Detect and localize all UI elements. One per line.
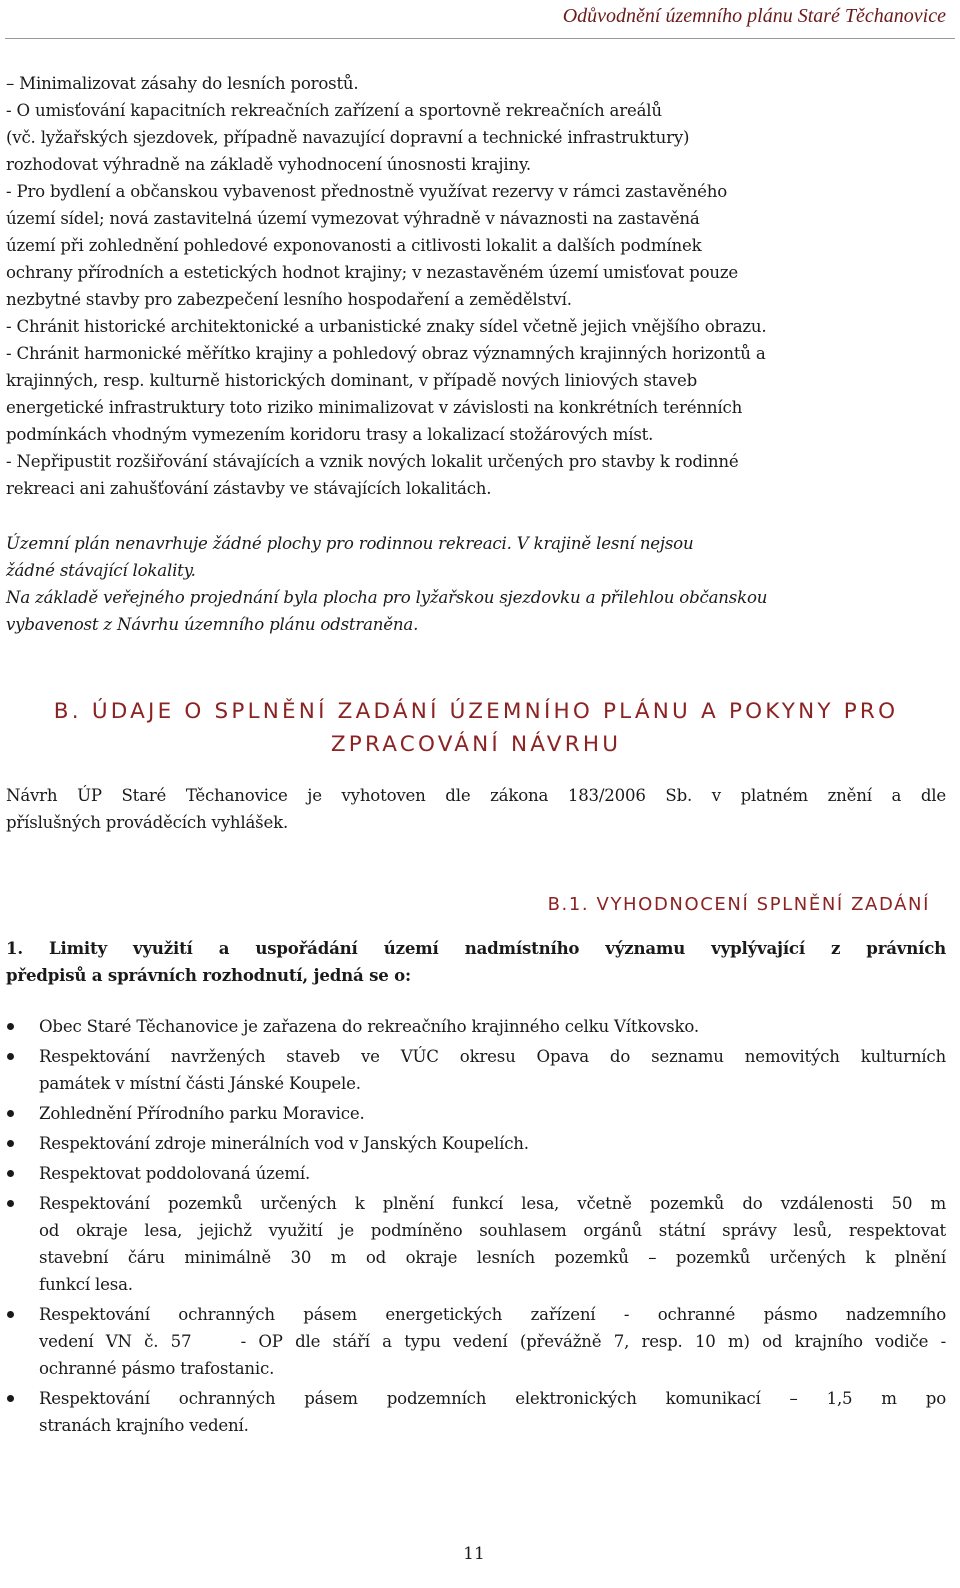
text-line: (vč. lyžařských sjezdovek, případně navazující dopravní a technické infrastruktury) bbox=[6, 128, 690, 147]
text-line: Návrh ÚP Staré Těchanovice je vyhotoven dle zákona 183/2006 Sb. v platném znění a dle bbox=[6, 786, 946, 805]
list-item bbox=[6, 1130, 946, 1157]
text-line: - Chránit harmonické měřítko krajiny a pohledový obraz významných krajinných horizontů a bbox=[6, 344, 766, 363]
text-line: Na základě veřejného projednání byla plocha pro lyžařskou sjezdovku a přilehlou občanskou bbox=[6, 588, 768, 607]
list-item bbox=[6, 1013, 946, 1040]
bullet-icon bbox=[7, 1023, 14, 1030]
text-line: území při zohlednění pohledové exponovanosti a citlivosti lokalit a dalších podmínek bbox=[6, 236, 702, 255]
text-line: stranách krajního vedení. bbox=[39, 1416, 249, 1435]
text-line: Respektování ochranných pásem energetických zařízení - ochranné pásmo nadzemního bbox=[39, 1305, 946, 1324]
text-line: krajinných, resp. kulturně historických dominant, v případě nových liniových staveb bbox=[6, 371, 698, 390]
section-b-title-line: ZPRACOVÁNÍ NÁVRHU bbox=[330, 732, 622, 757]
header-divider bbox=[5, 38, 955, 39]
italic-note bbox=[6, 530, 946, 638]
text-line: 1. Limity využití a uspořádání území nadmístního významu vyplývající z právních bbox=[6, 938, 946, 958]
bullet-icon bbox=[7, 1053, 14, 1060]
text-line: – Minimalizovat zásahy do lesních porostů. bbox=[6, 74, 359, 93]
bullet-icon bbox=[7, 1140, 14, 1147]
text-line: Obec Staré Těchanovice je zařazena do rekreačního krajinného celku Vítkovsko. bbox=[39, 1017, 699, 1036]
page-number: 11 bbox=[463, 1544, 485, 1564]
list-item bbox=[6, 1301, 946, 1382]
text-line: Respektování ochranných pásem podzemních elektronických komunikací – 1,5 m po bbox=[39, 1389, 946, 1408]
bullet-icon bbox=[7, 1311, 14, 1318]
section-b-heading bbox=[6, 695, 946, 761]
text-line: žádné stávající lokality. bbox=[6, 561, 196, 580]
text-line: energetické infrastruktury toto riziko minimalizovat v závislosti na konkrétních terénních bbox=[6, 398, 743, 417]
text-line: - Pro bydlení a občanskou vybavenost přednostně využívat rezervy v rámci zastavěného bbox=[6, 182, 728, 201]
intro-block bbox=[6, 70, 946, 502]
running-header: Odůvodnění územního plánu Staré Těchanovice bbox=[562, 5, 946, 27]
limits-list bbox=[6, 1013, 946, 1439]
text-line: památek v místní části Jánské Koupele. bbox=[39, 1074, 361, 1093]
text-line: vedení VN č. 57 - OP dle stáří a typu vedení (převážně 7, resp. 10 m) od krajního vodiče - bbox=[39, 1332, 946, 1351]
list-item bbox=[6, 1043, 946, 1097]
text-line: Respektování zdroje minerálních vod v Janských Koupelích. bbox=[39, 1134, 529, 1153]
list-item bbox=[6, 1385, 946, 1439]
text-line: předpisů a správních rozhodnutí, jedná se o: bbox=[6, 965, 411, 985]
text-line: vybavenost z Návrhu územního plánu odstraněna. bbox=[6, 615, 419, 634]
text-line: Územní plán nenavrhuje žádné plochy pro rodinnou rekreaci. V krajině lesní nejsou bbox=[6, 534, 694, 553]
list-item bbox=[6, 1190, 946, 1298]
text-line: rekreaci ani zahušťování zástavby ve stávajících lokalitách. bbox=[6, 479, 492, 498]
text-line: ochrany přírodních a estetických hodnot krajiny; v nezastavěném území umisťovat pouze bbox=[6, 263, 739, 282]
section-b-paragraph bbox=[6, 782, 946, 836]
text-line: funkcí lesa. bbox=[39, 1275, 133, 1294]
text-line: Respektovat poddolovaná území. bbox=[39, 1164, 311, 1183]
text-line: území sídel; nová zastavitelná území vymezovat výhradně v návaznosti na zastavěná bbox=[6, 209, 700, 228]
text-line: - Chránit historické architektonické a urbanistické znaky sídel včetně jejich vnějšího obrazu. bbox=[6, 317, 767, 336]
text-line: nezbytné stavby pro zabezpečení lesního hospodaření a zemědělství. bbox=[6, 290, 572, 309]
text-line: Respektování navržených staveb ve VÚC okresu Opava do seznamu nemovitých kulturních bbox=[39, 1047, 946, 1066]
text-line: - O umisťování kapacitních rekreačních zařízení a sportovně rekreačních areálů bbox=[6, 101, 662, 120]
text-line: stavební čáru minimálně 30 m od okraje lesních pozemků – pozemků určených k plnění bbox=[39, 1248, 946, 1267]
bullet-icon bbox=[7, 1170, 14, 1177]
bullet-icon bbox=[7, 1395, 14, 1402]
text-line: příslušných prováděcích vyhlášek. bbox=[6, 813, 289, 832]
text-line: podmínkách vhodným vymezením koridoru trasy a lokalizací stožárových míst. bbox=[6, 425, 654, 444]
text-line: - Nepřipustit rozšiřování stávajících a vznik nových lokalit určených pro stavby k rodinné bbox=[6, 452, 739, 471]
text-line: ochranné pásmo trafostanic. bbox=[39, 1359, 275, 1378]
text-line: rozhodovat výhradně na základě vyhodnocení únosnosti krajiny. bbox=[6, 155, 531, 174]
list-item bbox=[6, 1100, 946, 1127]
bullet-icon bbox=[7, 1110, 14, 1117]
list-item bbox=[6, 1160, 946, 1187]
bullet-icon bbox=[7, 1200, 14, 1207]
item-heading bbox=[6, 935, 946, 989]
page-content bbox=[6, 70, 946, 1439]
section-b1-heading: B.1. VYHODNOCENÍ SPLNĚNÍ ZADÁNÍ bbox=[547, 894, 930, 915]
text-line: Respektování pozemků určených k plnění funkcí lesa, včetně pozemků do vzdálenosti 50 m bbox=[39, 1194, 946, 1213]
text-line: od okraje lesa, jejichž využití je podmíněno souhlasem orgánů státní správy lesů, respektovat bbox=[39, 1221, 946, 1240]
text-line: Zohlednění Přírodního parku Moravice. bbox=[39, 1104, 365, 1123]
section-b-title-line: B. ÚDAJE O SPLNĚNÍ ZADÁNÍ ÚZEMNÍHO PLÁNU A POKYNY PRO bbox=[53, 699, 899, 724]
